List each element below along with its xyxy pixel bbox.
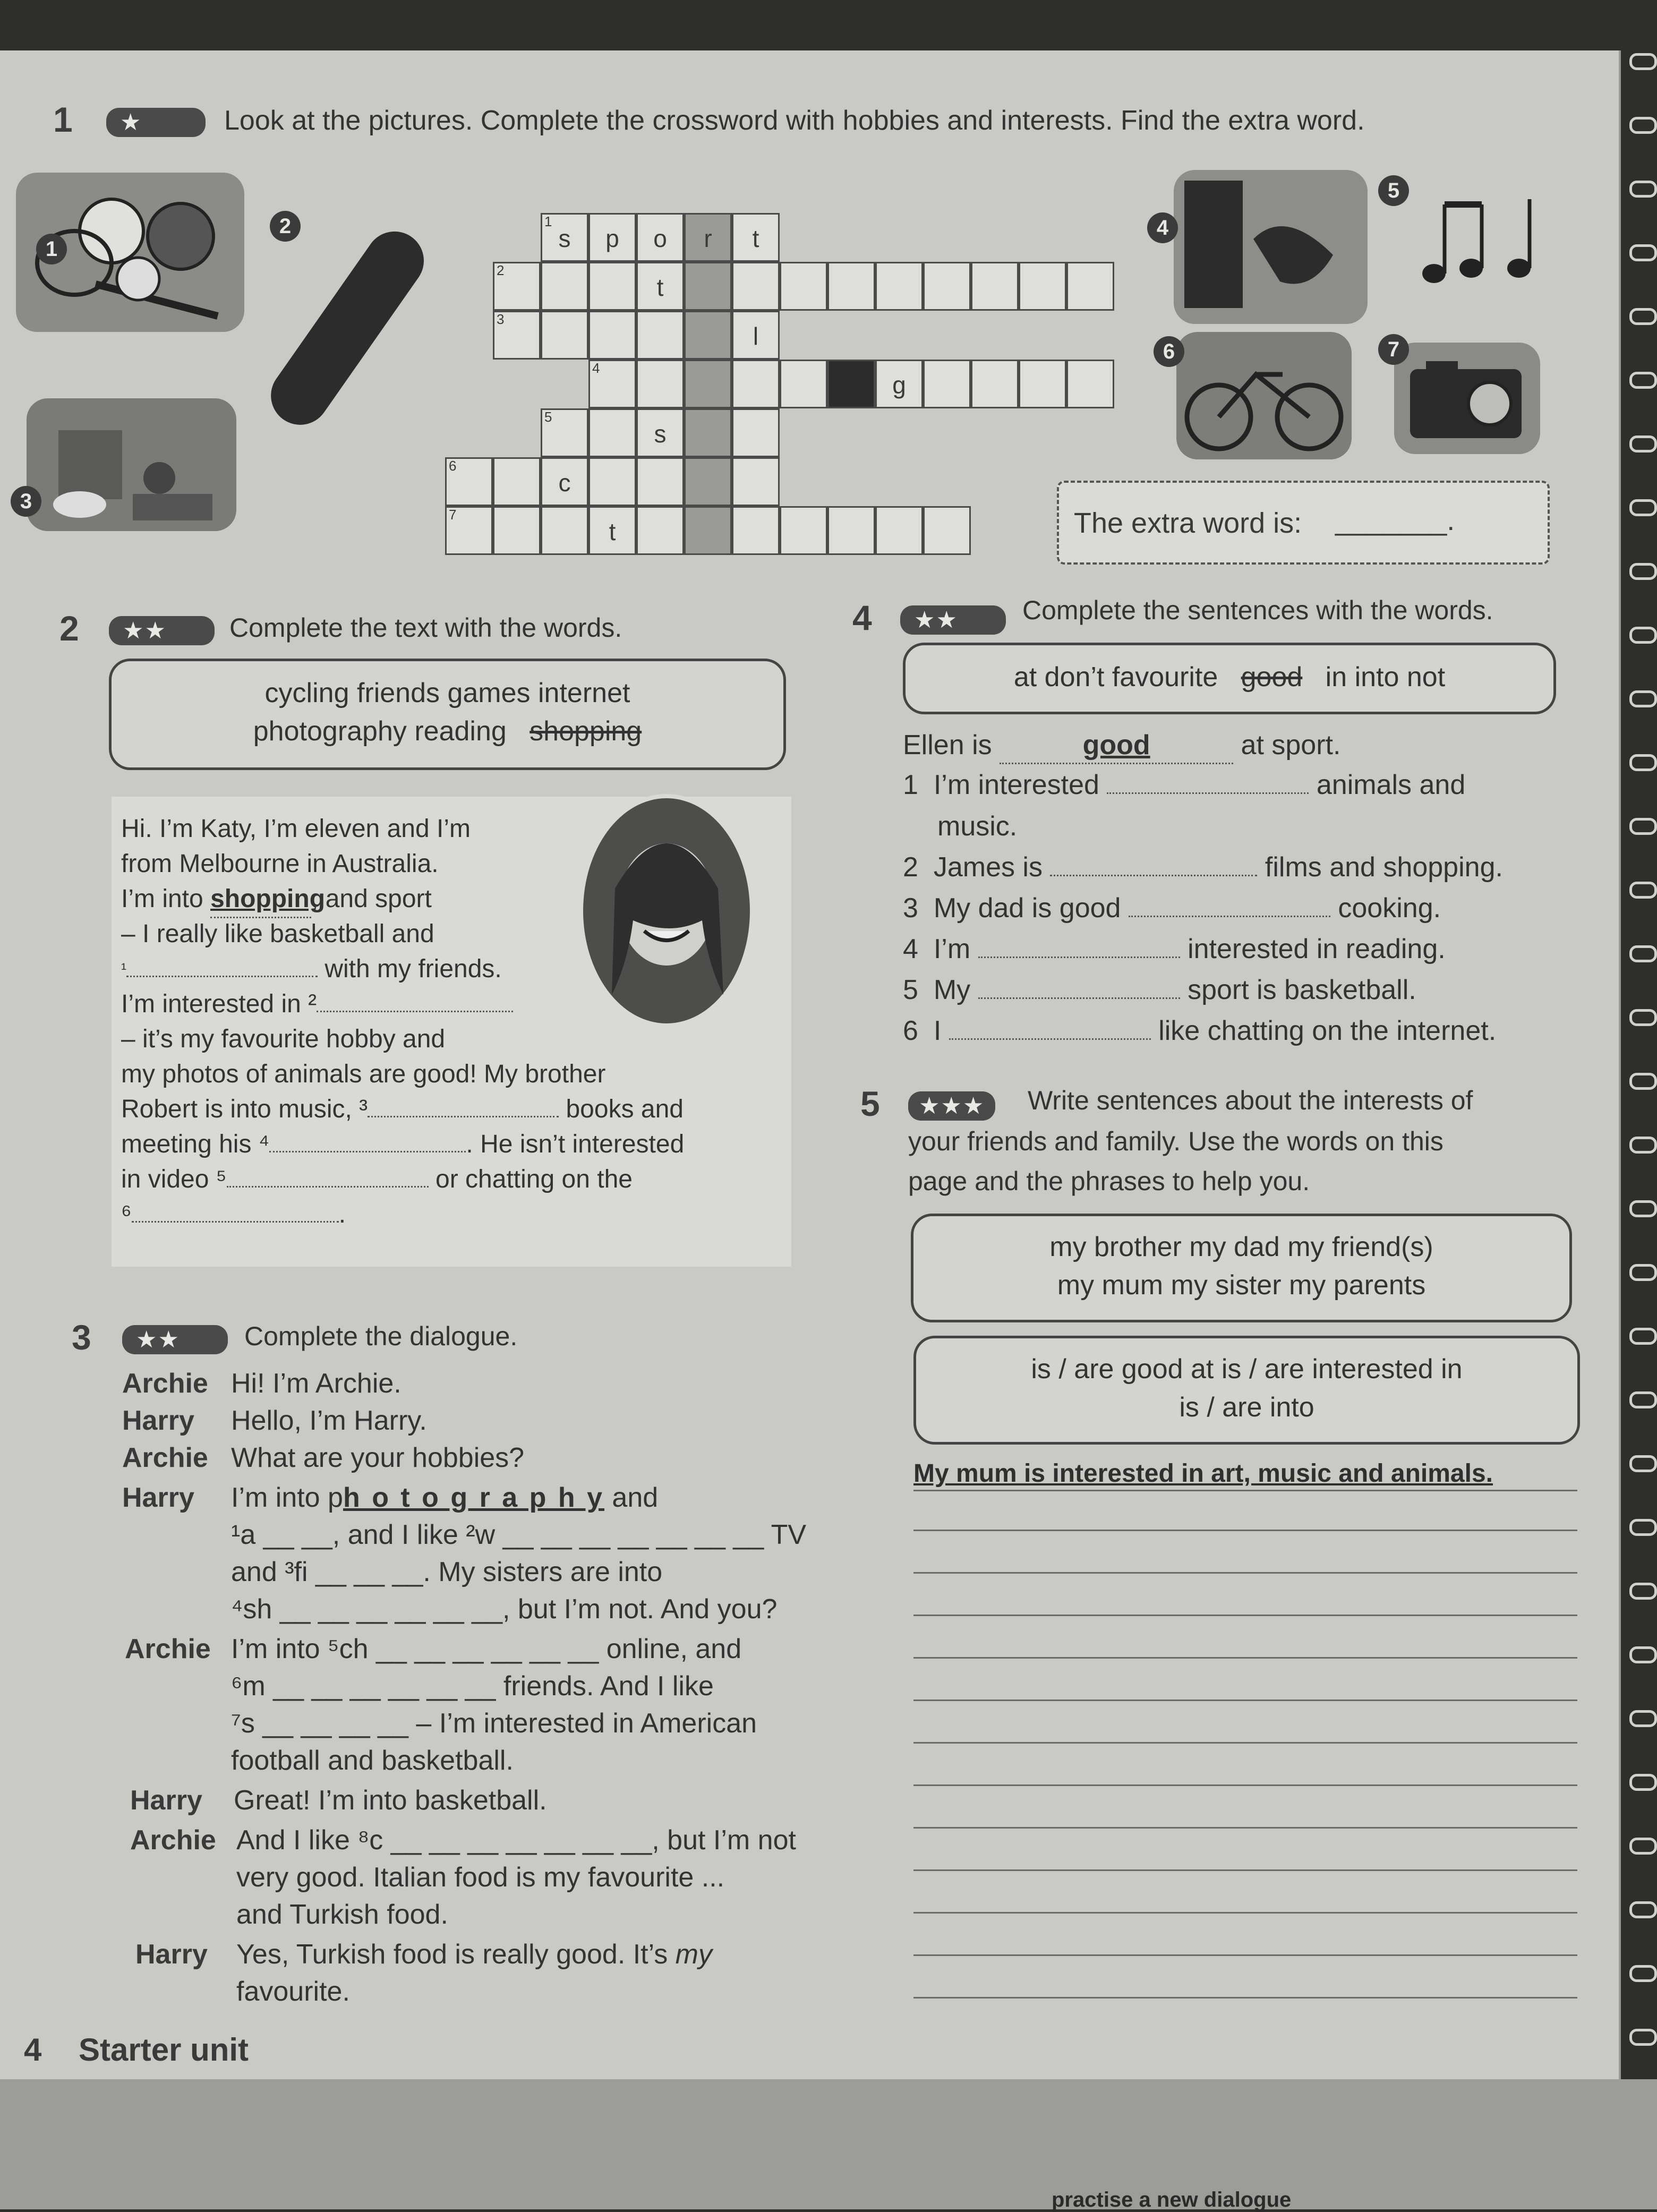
- crossword-cell[interactable]: t: [588, 506, 636, 555]
- ex4-words-b: in into not: [1325, 662, 1446, 693]
- dialogue-line: favourite.: [236, 1976, 350, 2007]
- crossword-cell[interactable]: [1066, 360, 1114, 408]
- binding-ring: [1629, 1073, 1657, 1090]
- exercise-5-stars: ★★★: [908, 1091, 995, 1121]
- crossword-cell[interactable]: 4: [588, 360, 636, 408]
- gap-number-1: ¹: [121, 960, 126, 978]
- crossword-cell[interactable]: [827, 262, 875, 311]
- game-console-icon: [1174, 170, 1368, 324]
- crossword-cell[interactable]: [541, 506, 588, 555]
- crossword-cell[interactable]: [732, 408, 780, 457]
- speaker-name: Archie: [122, 1368, 208, 1399]
- crossword-cell[interactable]: [493, 506, 541, 555]
- exercise-1-stars: ★: [106, 108, 206, 137]
- writing-line[interactable]: [913, 1530, 1577, 1531]
- people-words-line-2: my mum my sister my parents: [1057, 1270, 1426, 1301]
- writing-line[interactable]: [913, 1572, 1577, 1574]
- camera-icon: [1394, 343, 1540, 454]
- spiral-binding: [1625, 32, 1657, 2103]
- crossword-cell[interactable]: [732, 457, 780, 506]
- exercise-5-instruction-line-1: Write sentences about the interests of: [1028, 1086, 1473, 1115]
- crossword-cell[interactable]: g: [875, 360, 923, 408]
- sentence-text: James is: [933, 852, 1043, 883]
- dialogue-line: [231, 1482, 658, 1514]
- sentence-text: I’m interested: [933, 770, 1099, 800]
- binding-ring: [1629, 754, 1657, 771]
- crossword-cell[interactable]: [780, 360, 827, 408]
- sentence-number: 5: [903, 975, 918, 1005]
- people-words-line-1: my brother my dad my friend(s): [1049, 1232, 1433, 1262]
- next-page-edge: [0, 2079, 1657, 2209]
- katy-photo: [579, 794, 754, 1028]
- ex2-words-line-2a: photography reading: [253, 716, 507, 747]
- katy-text-span: I’m interested in ²: [121, 990, 317, 1018]
- crossword-cell[interactable]: [923, 506, 971, 555]
- sentence-3-answer-field[interactable]: [1129, 916, 1330, 917]
- ex4-example-text: at sport.: [1241, 730, 1341, 761]
- binding-ring: [1629, 563, 1657, 580]
- picture-label-4: 4: [1147, 212, 1178, 243]
- speaker-name: Harry: [122, 1482, 194, 1513]
- crossword-cell[interactable]: 3: [493, 311, 541, 360]
- crossword-cell[interactable]: [541, 311, 588, 360]
- writing-line[interactable]: [913, 1615, 1577, 1616]
- crossword-cell[interactable]: 5: [541, 408, 588, 457]
- sentence-1-answer-field[interactable]: [1107, 792, 1309, 794]
- crossword-cell[interactable]: [780, 262, 827, 311]
- binding-ring: [1629, 1137, 1657, 1154]
- crossword-cell[interactable]: [588, 457, 636, 506]
- crossword-cell[interactable]: [541, 262, 588, 311]
- katy-text-line: [121, 1092, 684, 1127]
- exercise-2-instruction: Complete the text with the words.: [229, 613, 622, 643]
- crossword-cell[interactable]: [588, 311, 636, 360]
- katy-text-line: – I really like basketball and: [121, 920, 434, 948]
- sentence-number: 1: [903, 770, 918, 800]
- crossword-cell[interactable]: [684, 311, 732, 360]
- crossword-cell[interactable]: [780, 506, 827, 555]
- crossword-cell[interactable]: r: [684, 213, 732, 262]
- katy-text-box: [112, 797, 791, 1267]
- binding-ring: [1629, 372, 1657, 389]
- dialogue-line: Great! I’m into basketball.: [234, 1785, 547, 1816]
- binding-ring: [1629, 1774, 1657, 1791]
- ex5-example-answer: My mum is interested in art, music and animals.: [913, 1459, 1493, 1488]
- gap-1-answer-field[interactable]: [126, 976, 318, 977]
- dialogue-example-answer: h o t o g r a p h y: [343, 1482, 604, 1513]
- sentence-text: like chatting on the internet.: [1158, 1015, 1497, 1046]
- exercise-1-number: 1: [53, 100, 73, 139]
- crossword-cell[interactable]: [732, 262, 780, 311]
- sentence-text: My dad is good: [933, 893, 1121, 924]
- crossword-black-cell: [827, 360, 875, 408]
- binding-ring: [1629, 1200, 1657, 1217]
- binding-ring: [1629, 1328, 1657, 1345]
- writing-line[interactable]: [913, 1699, 1577, 1701]
- crossword-cell[interactable]: [732, 360, 780, 408]
- binding-ring: [1629, 117, 1657, 134]
- katy-text-line: from Melbourne in Australia.: [121, 850, 439, 878]
- ex4-sentence-3: [903, 891, 1441, 926]
- katy-text-line: Hi. I’m Katy, I’m eleven and I’m: [121, 815, 471, 843]
- phrases-line-2: is / are into: [1179, 1392, 1314, 1423]
- crossword-cell[interactable]: [636, 360, 684, 408]
- sentence-text: animals and: [1316, 770, 1466, 800]
- ex4-sentence-1-cont: music.: [937, 811, 1018, 842]
- speaker-name: Harry: [122, 1405, 194, 1436]
- katy-text-span: .: [338, 1200, 346, 1228]
- ex4-example-answer: good: [1000, 728, 1233, 764]
- katy-text-line: [121, 952, 502, 987]
- katy-text-line: – it’s my favourite hobby and: [121, 1025, 446, 1053]
- crossword-cell[interactable]: [684, 262, 732, 311]
- binding-ring: [1629, 435, 1657, 452]
- crossword-cell[interactable]: [493, 457, 541, 506]
- writing-line[interactable]: [913, 1657, 1577, 1659]
- ex4-sentence-1: [903, 767, 1465, 802]
- sentence-text: sport is basketball.: [1188, 975, 1416, 1005]
- ex2-word-shopping-struck: shopping: [529, 716, 642, 747]
- dialogue-line: [236, 1938, 712, 1970]
- crossword-cell[interactable]: [636, 311, 684, 360]
- sentence-text: I: [933, 1015, 942, 1046]
- music-notes-icon: [1413, 189, 1561, 295]
- people-word-box: [911, 1214, 1572, 1322]
- dialogue-span: Yes, Turkish food is really good. It’s: [236, 1939, 676, 1970]
- sentence-6-answer-field[interactable]: [949, 1038, 1151, 1040]
- camera-picture: [1394, 343, 1540, 454]
- katy-text-line: [121, 1127, 684, 1162]
- binding-ring: [1629, 181, 1657, 198]
- unit-title: Starter unit: [79, 2032, 249, 2068]
- ex4-words-a: at don’t favourite: [1013, 662, 1218, 693]
- writing-line[interactable]: [913, 1742, 1577, 1744]
- dialogue-line: What are your hobbies?: [231, 1442, 525, 1473]
- sentence-text: cooking.: [1338, 893, 1441, 924]
- exercise-5-instruction-line-3: page and the phrases to help you.: [908, 1166, 1310, 1196]
- binding-ring: [1629, 1009, 1657, 1026]
- crossword-cell[interactable]: [732, 506, 780, 555]
- ex4-sentence-2: [903, 850, 1503, 885]
- ex4-example-text: Ellen is: [903, 730, 992, 761]
- crossword-cell[interactable]: s: [636, 408, 684, 457]
- dialogue-line: Hi! I’m Archie.: [231, 1368, 402, 1399]
- crossword-cell[interactable]: [684, 506, 732, 555]
- sentence-text: My: [933, 975, 971, 1005]
- crossword-cell[interactable]: c: [541, 457, 588, 506]
- writing-line[interactable]: [913, 1784, 1577, 1786]
- exercise-5-instruction-line-2: your friends and family. Use the words on this: [908, 1126, 1444, 1156]
- binding-ring: [1629, 1519, 1657, 1536]
- ex2-word-box: [109, 659, 786, 770]
- crossword-cell[interactable]: l: [732, 311, 780, 360]
- crossword-cell[interactable]: t: [732, 213, 780, 262]
- writing-line[interactable]: [913, 1912, 1577, 1914]
- binding-ring: [1629, 1838, 1657, 1855]
- gap-3-answer-field[interactable]: [368, 1116, 559, 1117]
- sentence-text: I’m: [933, 934, 971, 964]
- crossword-cell[interactable]: o: [636, 213, 684, 262]
- crossword-cell[interactable]: 2: [493, 262, 541, 311]
- crossword-cell[interactable]: p: [588, 213, 636, 262]
- picture-label-5: 5: [1378, 175, 1409, 206]
- bicycle-icon: [1176, 332, 1352, 459]
- extra-word-answer-field[interactable]: _______.: [1335, 505, 1455, 536]
- katy-text-line: [121, 987, 513, 1022]
- picture-label-2: 2: [270, 211, 301, 242]
- dialogue-line: Hello, I’m Harry.: [231, 1405, 427, 1436]
- ex4-sentence-4: [903, 932, 1446, 967]
- extra-word-label: The extra word is:: [1074, 507, 1302, 539]
- binding-ring: [1629, 1901, 1657, 1918]
- gap-5-answer-field[interactable]: [227, 1186, 429, 1188]
- binding-ring: [1629, 244, 1657, 261]
- katy-text-span: I’m into: [121, 885, 203, 913]
- katy-text-span: Robert is into music, ³: [121, 1095, 368, 1123]
- binding-ring: [1629, 1646, 1657, 1663]
- crossword-cell[interactable]: [827, 506, 875, 555]
- speaker-name: Harry: [130, 1785, 202, 1816]
- crossword-cell[interactable]: t: [636, 262, 684, 311]
- katy-text-line: my photos of animals are good! My brother: [121, 1060, 606, 1088]
- exercise-3-stars: ★★: [122, 1325, 228, 1354]
- exercise-3-instruction: Complete the dialogue.: [244, 1321, 518, 1351]
- katy-text-span: or chatting on the: [435, 1165, 633, 1193]
- sentence-number: 4: [903, 934, 918, 964]
- crossword-cell[interactable]: [971, 360, 1019, 408]
- katy-text-span: . He isn’t interested: [466, 1130, 685, 1158]
- katy-text-span: meeting his ⁴: [121, 1130, 270, 1158]
- reading-scene-icon: [27, 398, 236, 531]
- picture-label-3: 3: [11, 486, 41, 517]
- sentence-2-answer-field[interactable]: [1050, 875, 1257, 876]
- dialogue-span: I’m into p: [231, 1482, 343, 1513]
- skateboard-picture: [255, 226, 435, 428]
- exercise-4-number: 4: [852, 598, 872, 637]
- crossword-cell[interactable]: [875, 506, 923, 555]
- writing-line[interactable]: [913, 1827, 1577, 1829]
- exercise-1-instruction: Look at the pictures. Complete the crossword with hobbies and interests. Find the extra word.: [224, 105, 1365, 136]
- writing-line[interactable]: [913, 1954, 1577, 1956]
- sentence-number: 3: [903, 893, 918, 924]
- bicycle-picture: [1176, 332, 1352, 459]
- crossword-cell[interactable]: [636, 457, 684, 506]
- crossword-cell[interactable]: [636, 506, 684, 555]
- crossword-cell[interactable]: [875, 262, 923, 311]
- crossword-cell[interactable]: [684, 360, 732, 408]
- sentence-5-answer-field[interactable]: [978, 997, 1180, 999]
- crossword-cell[interactable]: [923, 360, 971, 408]
- gap-number-6: ⁶: [121, 1200, 132, 1228]
- binding-ring: [1629, 1710, 1657, 1727]
- phrases-line-1: is / are good at is / are interested in: [1031, 1354, 1463, 1385]
- ex4-example: [903, 728, 1340, 764]
- crossword-cell[interactable]: [971, 262, 1019, 311]
- binding-ring: [1629, 1391, 1657, 1408]
- dialogue-line[interactable]: and ³fi __ __ __. My sisters are into: [231, 1557, 663, 1587]
- binding-ring: [1629, 308, 1657, 325]
- dialogue-line[interactable]: And I like ⁸c __ __ __ __ __ __ __, but I’m not: [236, 1825, 796, 1856]
- exercise-4-instruction: Complete the sentences with the words.: [1022, 595, 1493, 625]
- gap-6-answer-field[interactable]: [132, 1221, 339, 1223]
- katy-text-span: with my friends.: [324, 955, 502, 983]
- page-number: 4: [24, 2032, 42, 2068]
- ex4-words: [906, 658, 1553, 696]
- ex2-words-line-2: [112, 712, 783, 750]
- exercise-2-number: 2: [59, 609, 79, 648]
- binding-ring: [1629, 1583, 1657, 1600]
- ex2-words-line-1: cycling friends games internet: [264, 678, 630, 708]
- reading-picture: [27, 398, 236, 531]
- binding-ring: [1629, 2029, 1657, 2046]
- speaker-name: Archie: [122, 1442, 208, 1473]
- exercise-3-number: 3: [72, 1318, 91, 1357]
- katy-text-span: books and: [566, 1095, 684, 1123]
- binding-ring: [1629, 882, 1657, 899]
- crossword-cell[interactable]: [684, 457, 732, 506]
- workbook-page: [0, 50, 1621, 2079]
- katy-text-span: in video ⁵: [121, 1165, 227, 1193]
- dialogue-line[interactable]: ⁶m __ __ __ __ __ __ friends. And I like: [231, 1671, 714, 1702]
- dialogue-line: very good. Italian food is my favourite ...: [236, 1862, 725, 1893]
- crossword-cell[interactable]: [1019, 360, 1066, 408]
- crossword-cell[interactable]: 6: [445, 457, 493, 506]
- binding-ring: [1629, 53, 1657, 70]
- writing-line[interactable]: [913, 1490, 1577, 1491]
- sentence-4-answer-field[interactable]: [978, 956, 1180, 958]
- extra-word-box: [1057, 481, 1550, 565]
- exercise-2-stars: ★★: [109, 616, 215, 645]
- crossword-cell[interactable]: [684, 408, 732, 457]
- crossword-cell[interactable]: [588, 262, 636, 311]
- dialogue-italic-word: my: [675, 1939, 712, 1970]
- sentence-text: films and shopping.: [1265, 852, 1503, 883]
- katy-text-line: [121, 882, 432, 918]
- binding-ring: [1629, 945, 1657, 962]
- writing-line[interactable]: [913, 1997, 1577, 1999]
- crossword-cell[interactable]: [588, 408, 636, 457]
- crossword-cell[interactable]: 7: [445, 506, 493, 555]
- sentence-number: 2: [903, 852, 918, 883]
- binding-ring: [1629, 818, 1657, 835]
- ex4-sentence-6: [903, 1013, 1496, 1048]
- sentence-text: interested in reading.: [1188, 934, 1446, 964]
- dialogue-line: and Turkish food.: [236, 1899, 448, 1930]
- dialogue-line[interactable]: ⁴sh __ __ __ __ __ __, but I’m not. And you?: [231, 1594, 778, 1625]
- crossword-cell[interactable]: [1019, 262, 1066, 311]
- binding-ring: [1629, 1965, 1657, 1982]
- binding-ring: [1629, 627, 1657, 644]
- next-page-text: practise a new dialogue: [1052, 2188, 1292, 2211]
- speaker-name: Archie: [125, 1634, 211, 1664]
- exercise-4-stars: ★★: [900, 605, 1006, 635]
- writing-line[interactable]: [913, 1869, 1577, 1871]
- ex2-example-answer: shopping: [210, 882, 311, 918]
- ex4-word-good-struck: good: [1241, 662, 1303, 693]
- picture-label-7: 7: [1378, 334, 1409, 365]
- crossword-cell[interactable]: 1 s: [541, 213, 588, 262]
- phrases-box: [913, 1336, 1580, 1445]
- crossword-cell[interactable]: [923, 262, 971, 311]
- dialogue-line[interactable]: ¹a __ __, and I like ²w __ __ __ __ __ __ __ TV: [231, 1519, 807, 1550]
- music-notes-picture: [1413, 189, 1561, 295]
- speaker-name: Harry: [135, 1939, 208, 1970]
- katy-text-line: [121, 1197, 346, 1232]
- binding-ring: [1629, 1455, 1657, 1472]
- skateboard-icon: [255, 226, 435, 428]
- ex4-word-box: [903, 643, 1556, 714]
- gap-4-answer-field[interactable]: [269, 1151, 466, 1152]
- speaker-name: Archie: [130, 1825, 216, 1856]
- ex4-sentence-5: [903, 972, 1416, 1007]
- sentence-number: 6: [903, 1015, 918, 1046]
- picture-label-1: 1: [36, 234, 67, 264]
- katy-text-span: , and sport: [311, 885, 432, 913]
- dialogue-line: football and basketball.: [231, 1745, 514, 1776]
- binding-ring: [1629, 690, 1657, 707]
- picture-label-6: 6: [1154, 336, 1184, 367]
- exercise-5-number: 5: [860, 1084, 880, 1123]
- binding-ring: [1629, 499, 1657, 516]
- dialogue-line[interactable]: ⁷s __ __ __ __ – I’m interested in American: [231, 1708, 757, 1739]
- dialogue-line[interactable]: I’m into ⁵ch __ __ __ __ __ __ online, and: [231, 1634, 742, 1664]
- katy-text-line: [121, 1162, 633, 1197]
- gap-2-answer-field[interactable]: [317, 1011, 513, 1012]
- computer-game-picture: [1174, 170, 1368, 324]
- dialogue-span: and: [604, 1482, 659, 1513]
- crossword-cell[interactable]: [1066, 262, 1114, 311]
- binding-ring: [1629, 1264, 1657, 1281]
- girl-portrait-icon: [583, 798, 750, 1023]
